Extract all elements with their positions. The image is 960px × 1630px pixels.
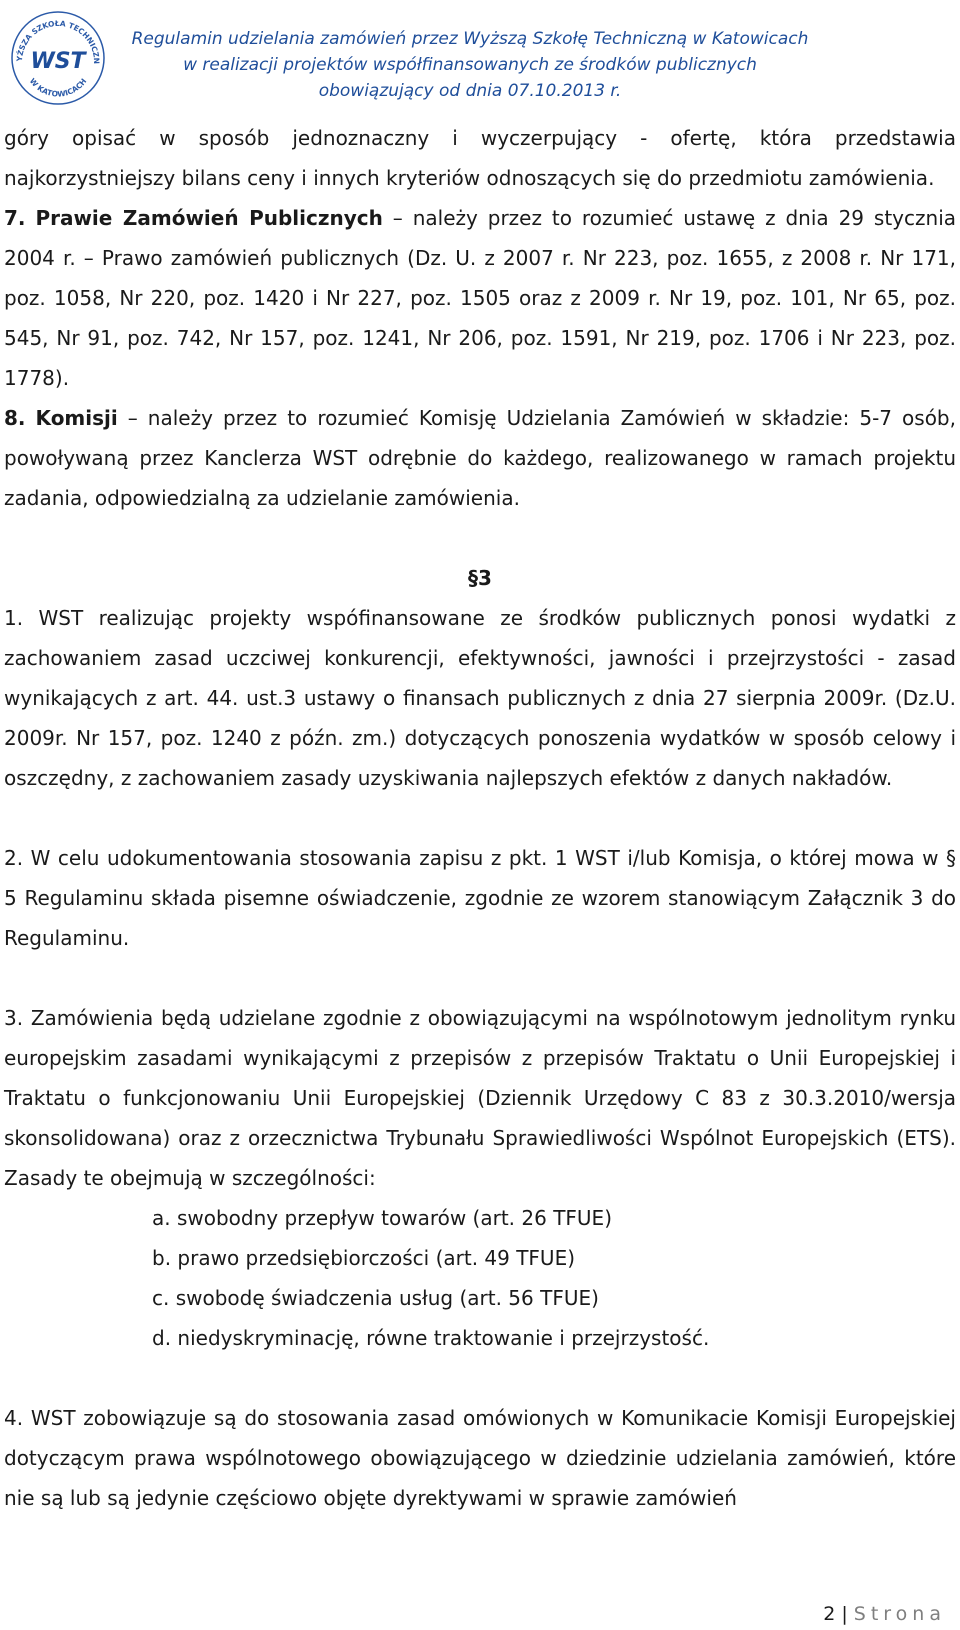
logo-text-bottom: W KATOWICACH (27, 76, 89, 99)
definition-8 (4, 398, 956, 518)
paragraph-4: 4. WST zobowiązuje są do stosowania zasad omówionych w Komunikacie Komisji Europejskiej dotyczącym prawa wspólnotowego obowiązującego w dziedzinie udzielania zamówień, które nie są lub są jedynie częściowo objęte dyrektywami w sprawie zamówień (4, 1406, 956, 1510)
list-item: c. swobodę świadczenia usług (art. 56 TFUE) (152, 1286, 599, 1310)
header-line-3: obowiązujący od dnia 07.10.2013 r. (318, 81, 622, 101)
logo-mark: WST (30, 49, 86, 74)
spacer (4, 958, 956, 998)
definition-7-text: – należy przez to rozumieć ustawę z dnia 29 stycznia 2004 r. – Prawo zamówień publicznych (Dz. U. z 2007 r. Nr 223, poz. 1655, z 2008 r. Nr 171, poz. 1058, Nr 220, poz. 1420 i Nr 227, poz. 1505 oraz z 2009 r. Nr 19, poz. 101, Nr 65, poz. 545, Nr 91, poz. 742, Nr 157, poz. 1241, Nr 206, poz. 1591, Nr 219, poz. 1706 i Nr 223, poz. 1778). (4, 206, 957, 390)
svg-text:W KATOWICACH (28, 77, 89, 99)
principles-list (4, 1198, 956, 1358)
list-item: a. swobodny przepływ towarów (art. 26 TFUE) (152, 1206, 612, 1230)
page-number: 2 (823, 1603, 836, 1625)
wst-logo (8, 6, 108, 106)
definition-8-number: 8. (4, 406, 26, 430)
definition-7-term: Prawie Zamówień Publicznych (35, 206, 383, 230)
header-line-1: Regulamin udzielania zamówień przez Wyższą Szkołę Techniczną w Katowicach (131, 29, 809, 49)
definition-8-text: – należy przez to rozumieć Komisję Udzielania Zamówień w składzie: 5-7 osób, powoływaną przez Kanclerza WST odrębnie do każdego, realizowanego w ramach projektu zadania, odpowiedzialną za udzielanie zamówienia. (4, 406, 956, 510)
paragraph-1: 1. WST realizując projekty wspófinansowane ze środków publicznych ponosi wydatki z zachowaniem zasad uczciwej konkurencji, efektywności, jawności i przejrzystości - zasad wynikających z art. 44. ust.3 ustawy o finansach publicznych z dnia 27 sierpnia 2009r. (Dz.U. 2009r. Nr 157, poz. 1240 z późn. zm.) dotyczących ponoszenia wydatków w sposób celowy i oszczędny, z zachowaniem zasady uzyskiwania najlepszych efektów z danych nakładów. (4, 606, 956, 790)
logo-text-top: YŻSZA SZKOŁA TECHNICZN (14, 18, 102, 65)
intro-paragraph: góry opisać w sposób jednoznaczny i wyczerpujący - ofertę, która przedstawia najkorzystniejszy bilans ceny i innych kryteriów odnoszących się do przedmiotu zamówienia. (4, 126, 956, 190)
definition-8-term: Komisji (35, 406, 118, 430)
definition-7-number: 7. (4, 206, 26, 230)
footer-separator: | (841, 1603, 848, 1625)
section-heading: §3 (468, 566, 492, 590)
paragraph-3: 3. Zamówienia będą udzielane zgodnie z obowiązującymi na wspólnotowym jednolitym rynku europejskim zasadami wynikającymi z przepisów z przepisów Traktatu o Unii Europejskiej i Traktatu o funkcjonowaniu Unii Europejskiej (Dziennik Urzędowy C 83 z 30.3.2010/wersja skonsolidowana) oraz z orzecznictwa Trybunału Sprawiedliwości Wspólnot Europejskich (ETS). Zasady te obejmują w szczególności: (4, 1006, 956, 1190)
list-item: d. niedyskryminację, równe traktowanie i przejrzystość. (152, 1326, 710, 1350)
list-item: b. prawo przedsiębiorczości (art. 49 TFUE) (152, 1246, 576, 1270)
definition-7 (4, 198, 956, 398)
spacer (4, 1358, 956, 1398)
page-header (0, 0, 960, 110)
spacer (4, 798, 956, 838)
header-line-2: w realizacji projektów współfinansowanych ze środków publicznych (183, 55, 757, 75)
spacer (4, 518, 956, 558)
page-label: Strona (853, 1603, 946, 1625)
page-footer (823, 1601, 946, 1627)
document-body (4, 118, 956, 1518)
paragraph-2: 2. W celu udokumentowania stosowania zapisu z pkt. 1 WST i/lub Komisja, o której mowa w § 5 Regulaminu składa pisemne oświadczenie, zgodnie ze wzorem stanowiącym Załącznik 3 do Regulaminu. (4, 846, 956, 950)
header-title (120, 26, 820, 104)
